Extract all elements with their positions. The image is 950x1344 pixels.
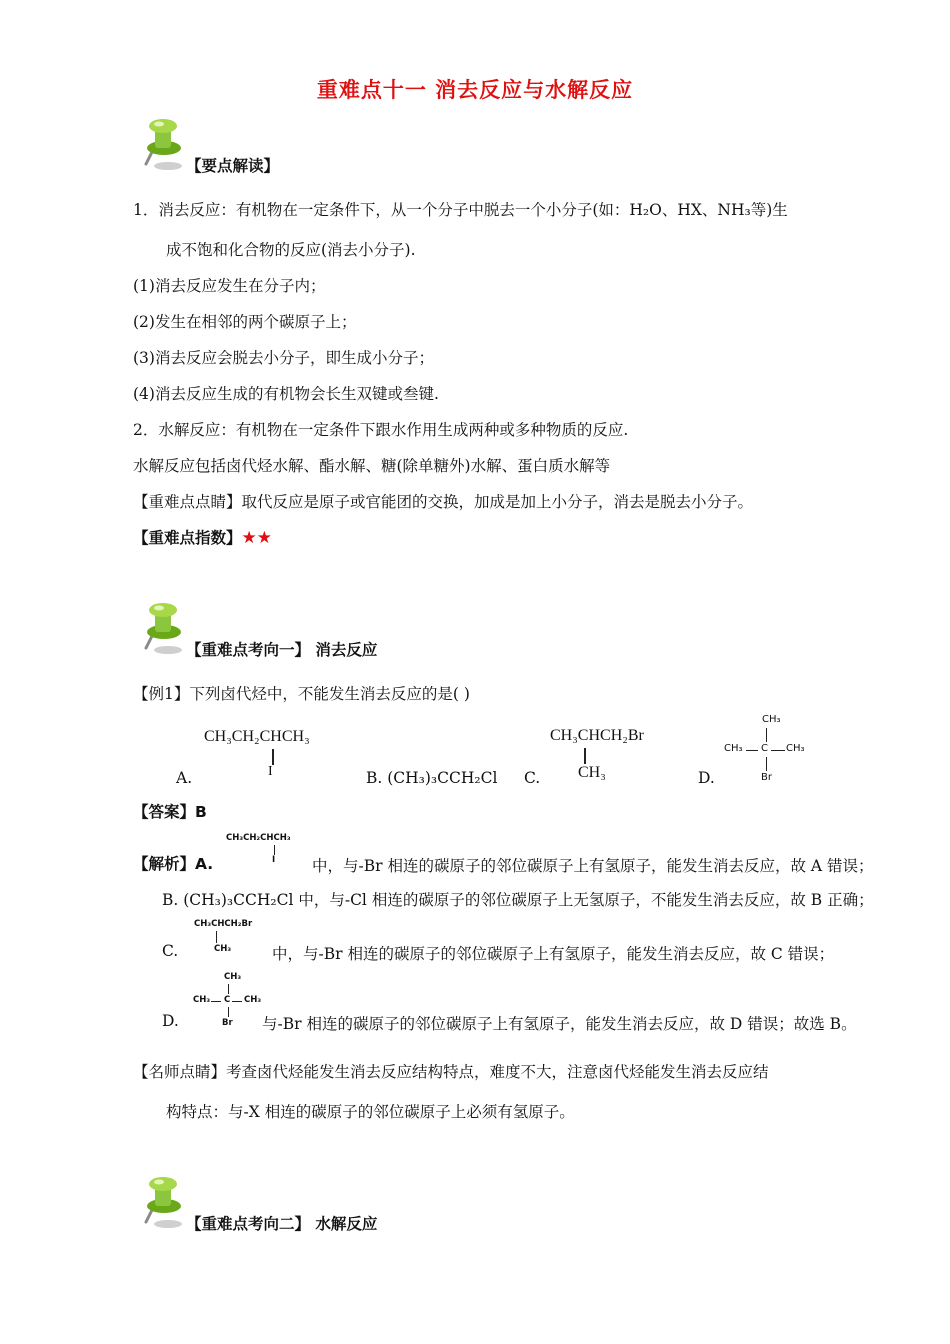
exp-a-formula: CH₃CH₂CHCH₃ bbox=[226, 833, 291, 843]
list-item: (1)消去反应发生在分子内； bbox=[133, 277, 326, 295]
explanation-c: 中，与-Br 相连的碳原子的邻位碳原子上有氢原子，能发生消去反应，故 C 错误； bbox=[272, 945, 835, 963]
bond-line bbox=[272, 749, 274, 765]
option-c-label: C. bbox=[524, 769, 541, 787]
option-d-center: C bbox=[761, 743, 768, 754]
bond-line bbox=[216, 931, 217, 943]
section-heading-elimination: 【重难点考向一】 消去反应 bbox=[186, 641, 378, 659]
exp-c-label: C. bbox=[162, 942, 179, 960]
difficulty-index bbox=[133, 528, 272, 548]
teacher-note-cont: 构特点：与-X 相连的碳原子的邻位碳原子上必须有氢原子。 bbox=[166, 1103, 575, 1121]
star-icon: ★★ bbox=[241, 528, 272, 548]
answer: 【答案】B bbox=[133, 803, 207, 821]
paragraph-hydrolysis-def: 2．水解反应：有机物在一定条件下跟水作用生成两种或多种物质的反应. bbox=[133, 421, 629, 439]
bond-line bbox=[211, 1001, 221, 1002]
page-title: 重难点十一 消去反应与水解反应 bbox=[316, 78, 634, 102]
exp-d-center: C bbox=[224, 995, 231, 1005]
pushpin-icon bbox=[134, 1172, 186, 1230]
pushpin-icon bbox=[134, 598, 186, 656]
pushpin-icon bbox=[134, 114, 186, 172]
option-b: B. (CH₃)₃CCH₂Cl bbox=[366, 769, 498, 787]
option-a-label: A. bbox=[176, 769, 193, 787]
exp-d-top: CH₃ bbox=[224, 972, 242, 982]
option-d-top: CH₃ bbox=[762, 714, 781, 725]
option-d-label: D. bbox=[698, 769, 715, 787]
bond-line bbox=[766, 728, 767, 742]
exp-d-right: CH₃ bbox=[244, 995, 262, 1005]
exp-d-bottom: Br bbox=[222, 1018, 233, 1028]
option-d-left: CH₃ bbox=[724, 743, 743, 754]
list-item: (4)消去反应生成的有机物会长生双键或叁键. bbox=[133, 385, 439, 403]
exp-c-substituent: CH₃ bbox=[214, 944, 232, 954]
difficulty-label: 【重难点指数】 bbox=[133, 529, 242, 547]
bond-line bbox=[232, 1001, 242, 1002]
explanation-a: 中，与-Br 相连的碳原子的邻位碳原子上有氢原子，能发生消去反应，故 A 错误； bbox=[312, 857, 874, 875]
option-c-formula: CH₃CHCH₂Br bbox=[550, 727, 644, 744]
section-heading-hydrolysis: 【重难点考向二】 水解反应 bbox=[186, 1215, 378, 1233]
list-item: (2)发生在相邻的两个碳原子上； bbox=[133, 313, 357, 331]
paragraph-hydrolysis-types: 水解反应包括卤代烃水解、酯水解、糖(除单糖外)水解、蛋白质水解等 bbox=[133, 457, 611, 475]
exp-a-substituent: I bbox=[272, 855, 276, 865]
option-c-substituent: CH₃ bbox=[578, 764, 606, 781]
bond-line bbox=[766, 757, 767, 771]
explanation-d: 与-Br 相连的碳原子的邻位碳原子上有氢原子，能发生消去反应，故 D 错误；故选 B。 bbox=[262, 1015, 857, 1033]
option-d-bottom: Br bbox=[761, 772, 772, 783]
exp-d-label: D. bbox=[162, 1012, 179, 1030]
teacher-note: 【名师点睛】考查卤代烃能发生消去反应结构特点，难度不大，注意卤代烃能发生消去反应结 bbox=[133, 1063, 769, 1081]
section-heading-key-points: 【要点解读】 bbox=[186, 157, 280, 175]
option-a-substituent: I bbox=[268, 764, 273, 779]
bond-line bbox=[228, 984, 229, 994]
exp-c-formula: CH₃CHCH₂Br bbox=[194, 919, 253, 929]
bond-line bbox=[228, 1007, 229, 1017]
bond-line bbox=[771, 750, 785, 751]
list-item: (3)消去反应会脱去小分子，即生成小分子； bbox=[133, 349, 434, 367]
paragraph-elimination-def: 1．消去反应：有机物在一定条件下，从一个分子中脱去一个小分子(如：H₂O、HX、NH₃等)生 bbox=[133, 201, 788, 219]
exp-d-left: CH₃ bbox=[193, 995, 211, 1005]
paragraph-elimination-def-cont: 成不饱和化合物的反应(消去小分子). bbox=[166, 241, 416, 259]
explanation-b: B. (CH₃)₃CCH₂Cl 中，与-Cl 相连的碳原子的邻位碳原子上无氢原子，不能发生消去反应，故 B 正确； bbox=[162, 891, 874, 909]
bond-line bbox=[584, 748, 586, 764]
bond-line bbox=[746, 750, 758, 751]
bond-line bbox=[274, 845, 275, 855]
option-d-right: CH₃ bbox=[786, 743, 805, 754]
example-question: 【例1】下列卤代烃中，不能发生消去反应的是( ) bbox=[133, 685, 470, 703]
option-a-formula: CH₃CH₂CHCH₃ bbox=[204, 728, 310, 745]
focus-note: 【重难点点睛】取代反应是原子或官能团的交换，加成是加上小分子，消去是脱去小分子。 bbox=[133, 493, 754, 511]
explanation-label: 【解析】A. bbox=[133, 855, 214, 873]
